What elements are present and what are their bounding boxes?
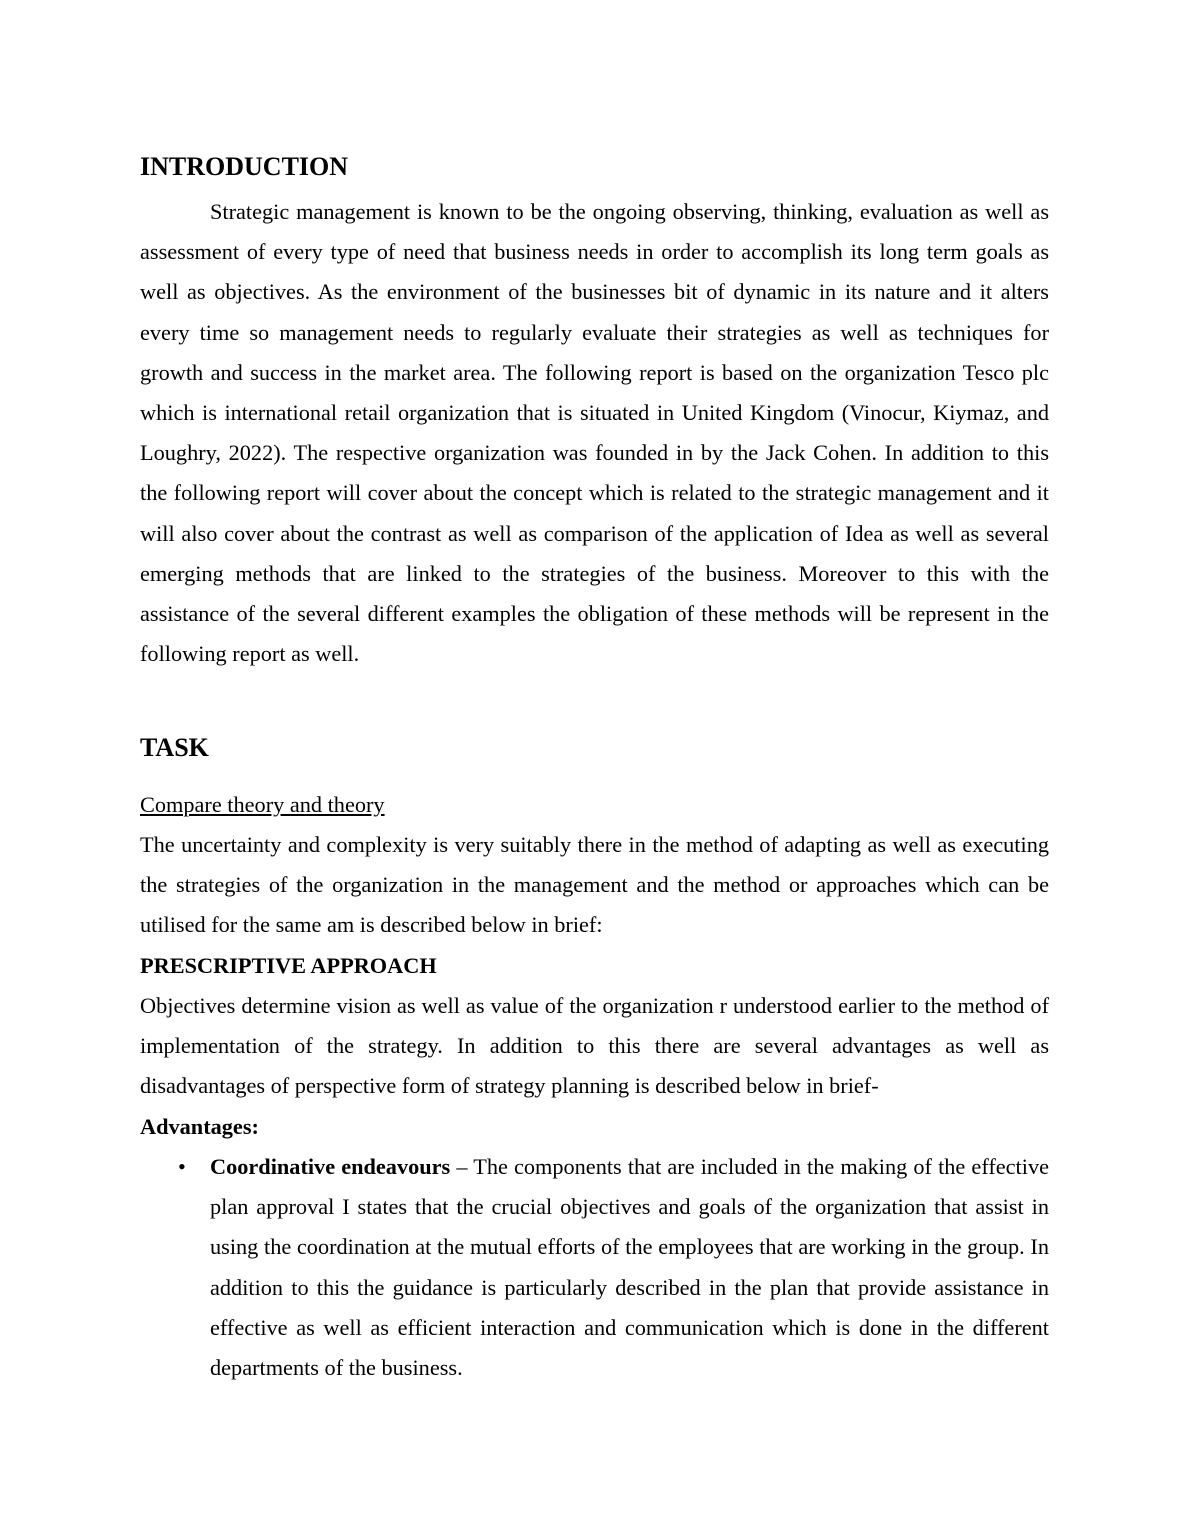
bullet-text — [210, 1147, 1049, 1388]
task-paragraph: The uncertainty and complexity is very suitably there in the method of adapting as well as executing the strategies of the organization in the management and the method or approaches which can be utilised for the same am is described below in brief: — [140, 832, 1049, 938]
task-heading: TASK — [140, 733, 209, 762]
bullet-icon: • — [178, 1154, 186, 1179]
introduction-heading: INTRODUCTION — [140, 152, 349, 181]
advantages-heading: Advantages: — [140, 1114, 259, 1139]
prescriptive-approach-heading: PRESCRIPTIVE APPROACH — [140, 953, 437, 978]
bullet-title: Coordinative endeavours — [210, 1154, 451, 1179]
introduction-paragraph: Strategic management is known to be the ongoing observing, thinking, evaluation as well as assessment of every type of need that business needs in order to accomplish its long term goals as well as objectives. As the environment of the businesses bit of dynamic in its nature and it alters every time so management needs to regularly evaluate their strategies as well as techniques for growth and success in the market area. The following report is based on the organization Tesco plc which is international retail organization that is situated in United Kingdom (Vinocur, Kiymaz, and Loughry, 2022). The respective organization was founded in by the Jack Cohen. In addition to this the following report will cover about the concept which is related to the strategic management and it will also cover about the contrast as well as comparison of the application of Idea as well as several emerging methods that are linked to the strategies of the business. Moreover to this with the assistance of the several different examples the obligation of these methods will be represent in the following report as well. — [140, 199, 1049, 667]
prescriptive-approach-paragraph: Objectives determine vision as well as value of the organization r understood earlier to the method of implementation of the strategy. In addition to this there are several advantages as well as disadvantages of perspective form of strategy planning is described below in brief- — [140, 993, 1049, 1099]
bullet-body: – The components that are included in the making of the effective plan approval I states that the crucial objectives and goals of the organization that assist in using the coordination at the mutual efforts of the employees that are working in the group. In addition to this the guidance is particularly described in the plan that provide assistance in effective as well as efficient interaction and communication which is done in the different departments of the business. — [210, 1154, 1049, 1381]
compare-theory-subheading: Compare theory and theory — [140, 792, 385, 817]
